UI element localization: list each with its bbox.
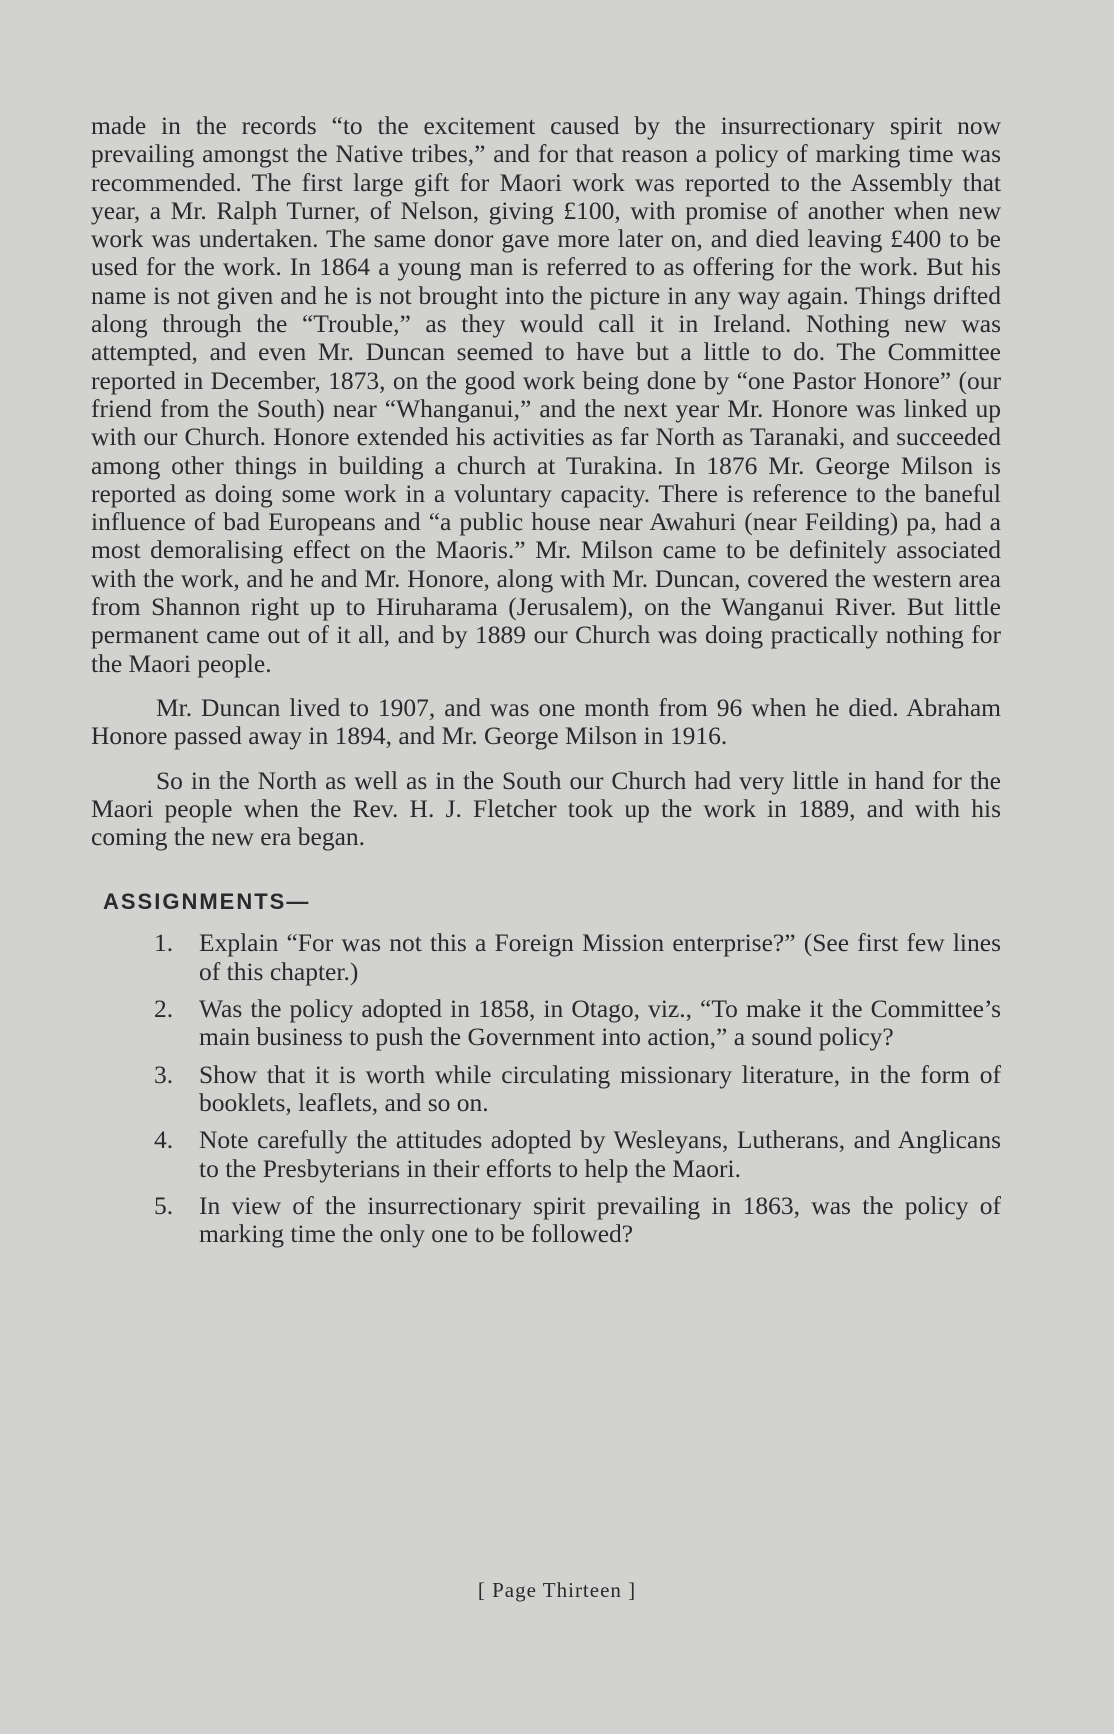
assignment-text: Note carefully the attitudes adopted by Wesleyans, Lutherans, and Anglicans to the Presbyterians in their efforts to help the Maori. <box>199 1125 1001 1183</box>
assignment-item <box>91 1126 1001 1183</box>
assignment-number: 2. <box>154 994 174 1024</box>
assignment-number: 5. <box>154 1190 174 1220</box>
assignments-list <box>91 929 1001 1248</box>
page-content <box>91 112 1001 1257</box>
assignment-item <box>91 1192 1001 1249</box>
body-paragraph-1: made in the records “to the excitement caused by the insurrectionary spirit now prevailing amongst the Native tribes,” and for that reason a policy of marking time was recommended. The first large gift for Maori work was reported to the Assembly that year, a Mr. Ralph Turner, of Nelson, giving £100, with promise of another when new work was undertaken. The same donor gave more later on, and died leaving £400 to be used for the work. In 1864 a young man is referred to as offering for the work. But his name is not given and he is not brought into the picture in any way again. Things drifted along through the “Trouble,” as they would call it in Ireland. Nothing new was attempted, and even Mr. Duncan seemed to have but a little to do. The Committee reported in December, 1873, on the good work being done by “one Pastor Honore” (our friend from the South) near “Whanganui,” and the next year Mr. Honore was linked up with our Church. Honore extended his activities as far North as Taranaki, and succeeded among other things in building a church at Turakina. In 1876 Mr. George Milson is reported as doing some work in a voluntary capacity. There is reference to the baneful influence of bad Europeans and “a public house near Awahuri (near Feilding) pa, had a most demoralising effect on the Maoris.” Mr. Milson came to be definitely associated with the work, and he and Mr. Honore, along with Mr. Duncan, covered the western area from Shannon right up to Hiruharama (Jerusalem), on the Wanganui River. But little permanent came out of it all, and by 1889 our Church was doing practically nothing for the Maori people. <box>91 111 1001 678</box>
assignment-number: 4. <box>154 1125 174 1155</box>
assignment-number: 3. <box>154 1059 174 1089</box>
assignment-text: In view of the insurrectionary spirit prevailing in 1863, was the policy of marking time the only one to be followed? <box>199 1190 1001 1249</box>
assignment-text: Explain “For was not this a Foreign Mission enterprise?” (See first few lines of this chapter.) <box>199 928 1001 986</box>
assignment-number: 1. <box>154 928 174 958</box>
assignment-text: Show that it is worth while circulating missionary literature, in the form of booklets, leaflets, and so on. <box>199 1059 1001 1117</box>
assignment-item <box>91 995 1001 1052</box>
assignment-item <box>91 1061 1001 1118</box>
page-number-footer: [ Page Thirteen ] <box>477 1578 637 1602</box>
body-paragraph-2: Mr. Duncan lived to 1907, and was one month from 96 when he died. Abraham Honore passed away in 1894, and Mr. George Milson in 1916. <box>91 692 1001 751</box>
assignments-heading: ASSIGNMENTS— <box>103 889 311 915</box>
assignment-item <box>91 929 1001 986</box>
body-paragraph-3: So in the North as well as in the South our Church had very little in hand for the Maori people when the Rev. H. J. Fletcher took up the work in 1889, and with his coming the new era began. <box>91 765 1001 852</box>
assignment-text: Was the policy adopted in 1858, in Otago, viz., “To make it the Committee’s main business to push the Government into action,” a sound policy? <box>199 994 1001 1052</box>
